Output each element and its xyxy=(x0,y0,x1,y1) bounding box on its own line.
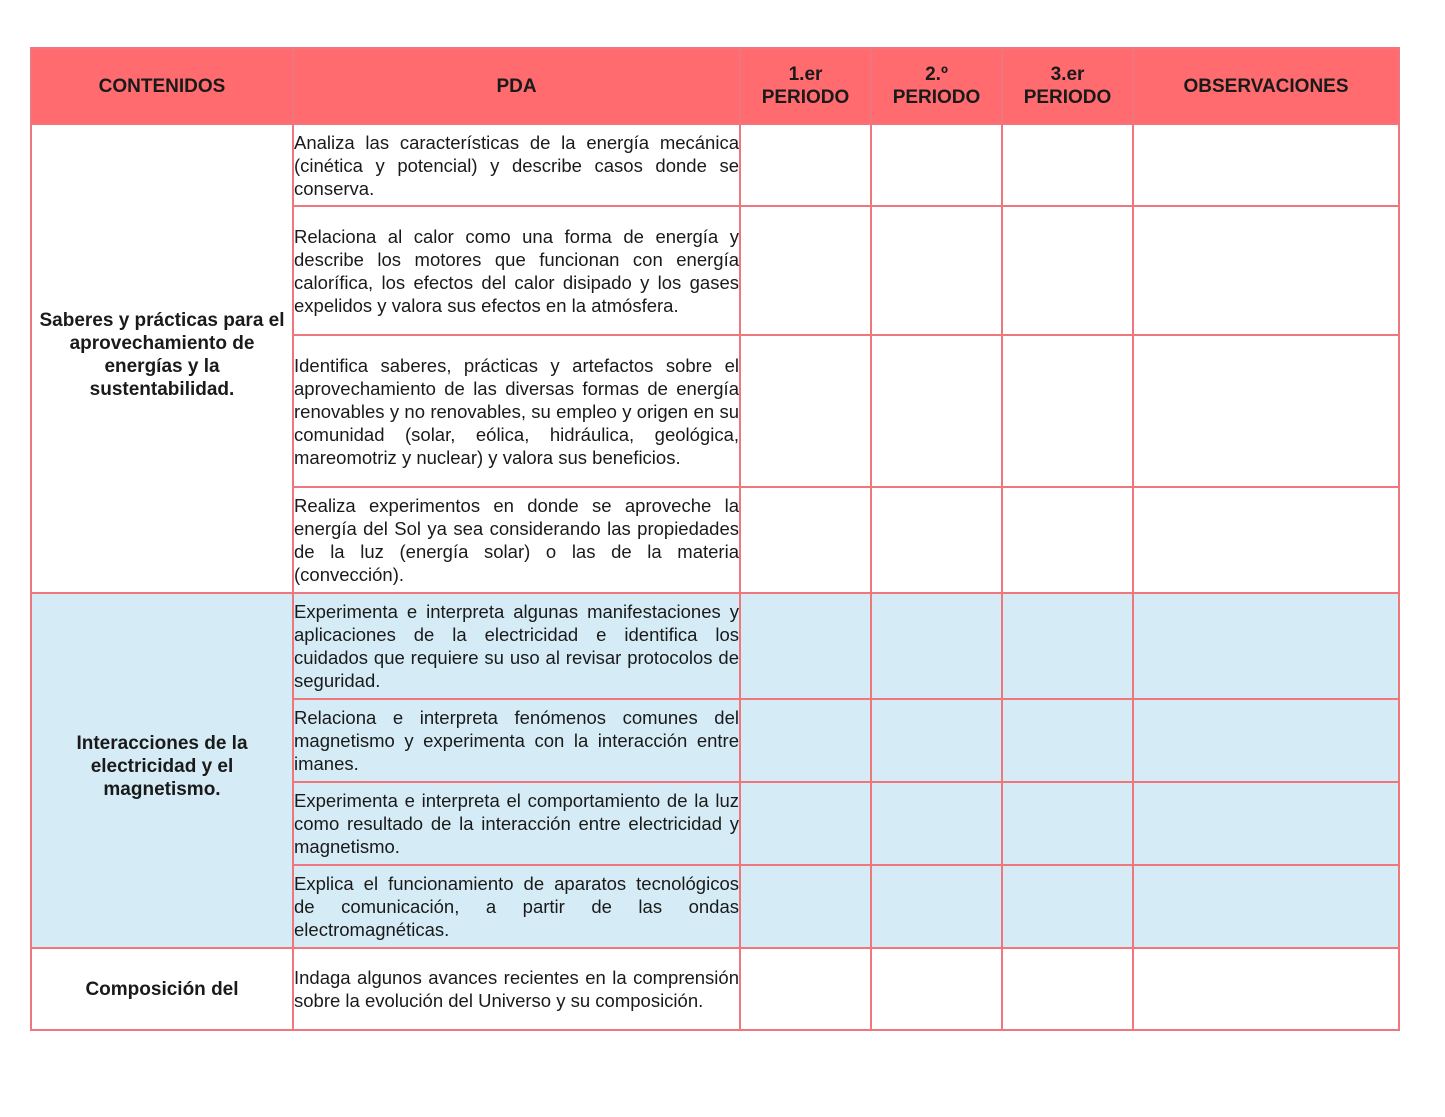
observaciones-cell[interactable] xyxy=(1133,865,1399,948)
periodo-3-cell[interactable] xyxy=(1002,124,1133,206)
periodo-3-cell[interactable] xyxy=(1002,335,1133,487)
table-row xyxy=(31,948,1399,1030)
periodo-2-cell[interactable] xyxy=(871,335,1002,487)
observaciones-cell[interactable] xyxy=(1133,782,1399,865)
header-pda: PDA xyxy=(293,48,740,124)
observaciones-cell[interactable] xyxy=(1133,206,1399,335)
periodo-2-cell[interactable] xyxy=(871,487,1002,593)
periodo-1-cell[interactable] xyxy=(740,124,871,206)
periodo-2-cell[interactable] xyxy=(871,948,1002,1030)
planning-table xyxy=(30,47,1400,1031)
table-row xyxy=(31,124,1399,206)
header-row xyxy=(31,48,1399,124)
header-periodo-3-num: 3.er xyxy=(1050,64,1085,85)
pda-cell: Realiza experimentos en donde se aproveche la energía del Sol ya sea considerando las propiedades de la luz (energía solar) o las de la materia (convección). xyxy=(293,487,740,593)
header-periodo-1-label: PERIODO xyxy=(761,87,850,108)
header-contenidos: CONTENIDOS xyxy=(31,48,293,124)
periodo-2-cell[interactable] xyxy=(871,593,1002,699)
header-periodo-1-num: 1.er xyxy=(788,64,823,85)
periodo-2-cell[interactable] xyxy=(871,782,1002,865)
header-periodo-2 xyxy=(871,48,1002,124)
observaciones-cell[interactable] xyxy=(1133,593,1399,699)
pda-cell: Analiza las características de la energía mecánica (cinética y potencial) y describe casos donde se conserva. xyxy=(293,124,740,206)
periodo-3-cell[interactable] xyxy=(1002,782,1133,865)
header-periodo-3-label: PERIODO xyxy=(1023,87,1112,108)
periodo-2-cell[interactable] xyxy=(871,206,1002,335)
contenido-cell: Saberes y prácticas para el aprovechamiento de energías y la sustentabilidad. xyxy=(31,124,293,593)
table-row xyxy=(31,593,1399,699)
periodo-3-cell[interactable] xyxy=(1002,206,1133,335)
pda-cell: Indaga algunos avances recientes en la comprensión sobre la evolución del Universo y su composición. xyxy=(293,948,740,1030)
pda-cell: Experimenta e interpreta algunas manifestaciones y aplicaciones de la electricidad e identifica los cuidados que requiere su uso al revisar protocolos de seguridad. xyxy=(293,593,740,699)
contenido-cell: Composición del xyxy=(31,948,293,1030)
observaciones-cell[interactable] xyxy=(1133,335,1399,487)
periodo-3-cell[interactable] xyxy=(1002,487,1133,593)
periodo-2-cell[interactable] xyxy=(871,865,1002,948)
header-observaciones: OBSERVACIONES xyxy=(1133,48,1399,124)
periodo-1-cell[interactable] xyxy=(740,699,871,782)
periodo-1-cell[interactable] xyxy=(740,782,871,865)
pda-cell: Explica el funcionamiento de aparatos tecnológicos de comunicación, a partir de las ondas electromagnéticas. xyxy=(293,865,740,948)
periodo-3-cell[interactable] xyxy=(1002,699,1133,782)
periodo-2-cell[interactable] xyxy=(871,124,1002,206)
header-periodo-2-num: 2.º xyxy=(925,64,948,85)
observaciones-cell[interactable] xyxy=(1133,699,1399,782)
periodo-1-cell[interactable] xyxy=(740,948,871,1030)
periodo-2-cell[interactable] xyxy=(871,699,1002,782)
header-periodo-1 xyxy=(740,48,871,124)
periodo-1-cell[interactable] xyxy=(740,335,871,487)
observaciones-cell[interactable] xyxy=(1133,948,1399,1030)
periodo-1-cell[interactable] xyxy=(740,593,871,699)
header-periodo-2-label: PERIODO xyxy=(892,87,981,108)
observaciones-cell[interactable] xyxy=(1133,487,1399,593)
pda-cell: Relaciona e interpreta fenómenos comunes del magnetismo y experimenta con la interacción entre imanes. xyxy=(293,699,740,782)
periodo-3-cell[interactable] xyxy=(1002,593,1133,699)
header-periodo-3 xyxy=(1002,48,1133,124)
periodo-1-cell[interactable] xyxy=(740,206,871,335)
periodo-3-cell[interactable] xyxy=(1002,948,1133,1030)
contenido-cell: Interacciones de la electricidad y el magnetismo. xyxy=(31,593,293,948)
periodo-1-cell[interactable] xyxy=(740,487,871,593)
pda-cell: Relaciona al calor como una forma de energía y describe los motores que funcionan con energía calorífica, los efectos del calor disipado y los gases expelidos y valora sus efectos en la atmósfera. xyxy=(293,206,740,335)
pda-cell: Identifica saberes, prácticas y artefactos sobre el aprovechamiento de las diversas formas de energía renovables y no renovables, su empleo y origen en su comunidad (solar, eólica, hidráulica, geológica, mareomotriz y nuclear) y valora sus beneficios. xyxy=(293,335,740,487)
observaciones-cell[interactable] xyxy=(1133,124,1399,206)
periodo-1-cell[interactable] xyxy=(740,865,871,948)
pda-cell: Experimenta e interpreta el comportamiento de la luz como resultado de la interacción entre electricidad y magnetismo. xyxy=(293,782,740,865)
periodo-3-cell[interactable] xyxy=(1002,865,1133,948)
